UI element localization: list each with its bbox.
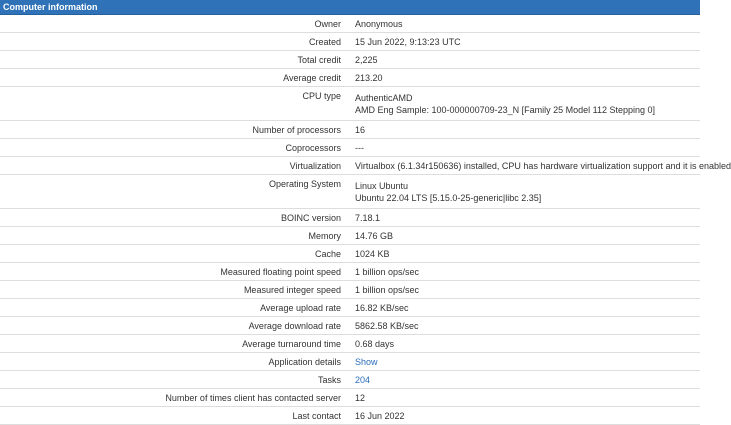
int-speed-value: 1 billion ops/sec — [348, 281, 700, 299]
fp-speed-label: Measured floating point speed — [0, 263, 348, 281]
row-memory — [0, 227, 700, 245]
contacts-value: 12 — [348, 389, 700, 407]
virtualization-label: Virtualization — [0, 157, 348, 175]
tasks-label: Tasks — [0, 371, 348, 389]
cpu-type-value — [348, 87, 700, 121]
int-speed-label: Measured integer speed — [0, 281, 348, 299]
row-boinc-version — [0, 209, 700, 227]
created-value: 15 Jun 2022, 9:13:23 UTC — [348, 33, 700, 51]
contacts-label: Number of times client has contacted server — [0, 389, 348, 407]
cpu-vendor: AuthenticAMD — [355, 92, 413, 103]
row-created — [0, 33, 700, 51]
average-credit-value: 213.20 — [348, 69, 700, 87]
created-label: Created — [0, 33, 348, 51]
upload-rate-label: Average upload rate — [0, 299, 348, 317]
memory-value: 14.76 GB — [348, 227, 700, 245]
computer-info-table — [0, 15, 731, 425]
app-details-label: Application details — [0, 353, 348, 371]
row-cache — [0, 245, 700, 263]
turnaround-value: 0.68 days — [348, 335, 700, 353]
row-download-rate — [0, 317, 700, 335]
num-processors-value: 16 — [348, 121, 700, 139]
owner-value: Anonymous — [348, 15, 700, 33]
cpu-model: AMD Eng Sample: 100-000000709-23_N [Family 25 Model 112 Stepping 0] — [355, 104, 656, 115]
row-coprocessors — [0, 139, 700, 157]
operating-system-value — [348, 175, 700, 209]
row-tasks — [0, 371, 700, 389]
download-rate-value: 5862.58 KB/sec — [348, 317, 700, 335]
row-app-details — [0, 353, 700, 371]
last-contact-value: 16 Jun 2022 — [348, 407, 700, 425]
operating-system-label: Operating System — [0, 175, 348, 209]
virtualization-value: Virtualbox (6.1.34r150636) installed, CPU has hardware virtualization support and it is enabled — [348, 157, 700, 175]
row-operating-system — [0, 175, 700, 209]
average-credit-label: Average credit — [0, 69, 348, 87]
fp-speed-value: 1 billion ops/sec — [348, 263, 700, 281]
cache-value: 1024 KB — [348, 245, 700, 263]
row-virtualization — [0, 157, 700, 175]
row-fp-speed — [0, 263, 700, 281]
memory-label: Memory — [0, 227, 348, 245]
download-rate-label: Average download rate — [0, 317, 348, 335]
boinc-version-value: 7.18.1 — [348, 209, 700, 227]
show-app-details-link[interactable]: Show — [355, 356, 378, 367]
row-int-speed — [0, 281, 700, 299]
total-credit-label: Total credit — [0, 51, 348, 69]
row-average-credit — [0, 69, 700, 87]
turnaround-label: Average turnaround time — [0, 335, 348, 353]
row-last-contact — [0, 407, 700, 425]
row-turnaround — [0, 335, 700, 353]
total-credit-value: 2,225 — [348, 51, 700, 69]
app-details-cell — [348, 353, 700, 371]
row-num-processors — [0, 121, 700, 139]
row-upload-rate — [0, 299, 700, 317]
panel-header: Computer information — [0, 0, 700, 15]
os-name: Linux Ubuntu — [355, 180, 409, 191]
row-total-credit — [0, 51, 700, 69]
os-version: Ubuntu 22.04 LTS [5.15.0-25-generic|libc 2.35] — [355, 192, 542, 203]
coprocessors-value: --- — [348, 139, 700, 157]
row-cpu-type — [0, 87, 700, 121]
tasks-link[interactable]: 204 — [355, 374, 371, 385]
cpu-type-label: CPU type — [0, 87, 348, 121]
last-contact-label: Last contact — [0, 407, 348, 425]
row-owner — [0, 15, 700, 33]
tasks-cell — [348, 371, 700, 389]
upload-rate-value: 16.82 KB/sec — [348, 299, 700, 317]
num-processors-label: Number of processors — [0, 121, 348, 139]
coprocessors-label: Coprocessors — [0, 139, 348, 157]
cache-label: Cache — [0, 245, 348, 263]
row-contacts — [0, 389, 700, 407]
boinc-version-label: BOINC version — [0, 209, 348, 227]
owner-label: Owner — [0, 15, 348, 33]
